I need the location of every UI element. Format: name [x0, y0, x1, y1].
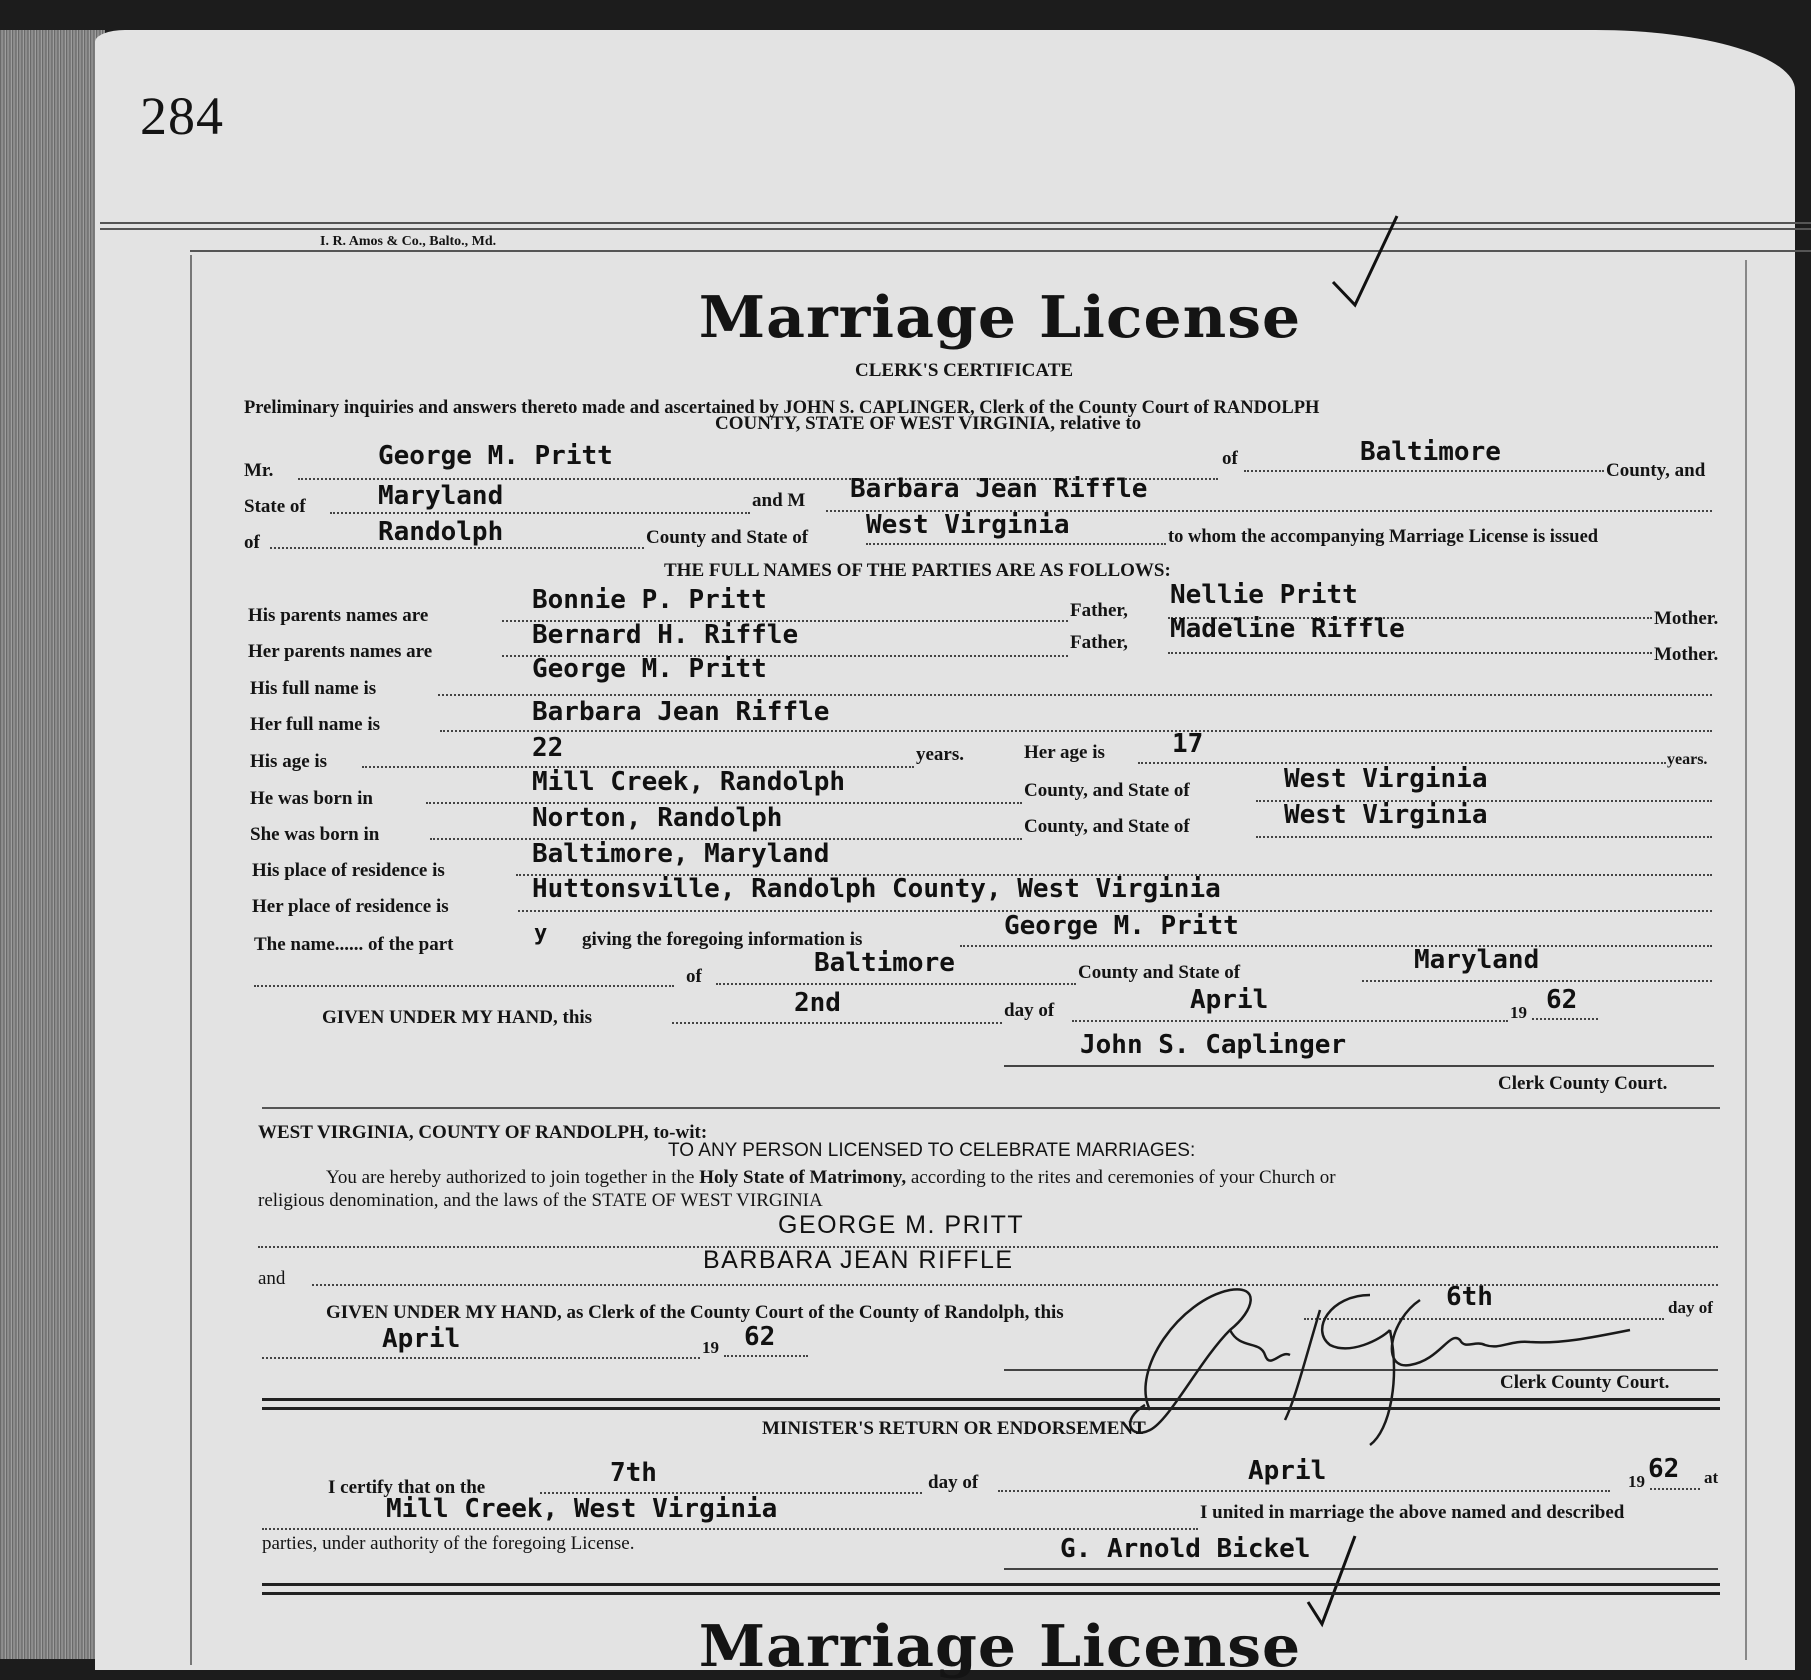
label-day-of: day of [928, 1472, 979, 1493]
her-full-name: Barbara Jean Riffle [532, 697, 830, 727]
form-title: Marriage License [698, 284, 1302, 352]
field-line [262, 1357, 700, 1359]
form-right-border [1745, 260, 1747, 1660]
his-father: Bonnie P. Pritt [532, 585, 767, 615]
label-certify: I certify that on the [328, 1477, 486, 1498]
header-rule [100, 228, 1811, 230]
her-age: 17 [1172, 729, 1204, 759]
label-united: I united in marriage the above named and described [1200, 1502, 1625, 1523]
label-years: years. [1667, 751, 1708, 768]
header-rule [100, 222, 1811, 224]
field-line [1532, 1018, 1598, 1020]
label-mother: Mother. [1654, 644, 1719, 665]
license-groom: GEORGE M. PRITT [778, 1211, 1025, 1239]
field-line [724, 1355, 808, 1357]
return-year: 62 [1648, 1454, 1680, 1484]
label-and-m: and M [752, 490, 806, 511]
label-county-state-of: County and State of [646, 527, 809, 548]
field-line [1168, 652, 1652, 654]
field-line [1256, 836, 1712, 838]
authorization-line-2: religious denomination, and the laws of the STATE OF WEST VIRGINIA [258, 1190, 823, 1211]
clerks-certificate-heading: CLERK'S CERTIFICATE [855, 360, 1074, 381]
return-place: Mill Creek, West Virginia [386, 1494, 778, 1524]
section-double-rule [262, 1583, 1720, 1595]
she-born-place: Norton, Randolph [532, 803, 783, 833]
label-her-parents: Her parents names are [248, 641, 433, 662]
label-given-as-clerk: GIVEN UNDER MY HAND, as Clerk of the County Court of the County of Randolph, this [326, 1302, 1064, 1323]
informant-state: Maryland [1414, 945, 1540, 975]
signature-line [1004, 1065, 1714, 1067]
field-line [254, 985, 674, 987]
her-residence: Huttonsville, Randolph County, West Virginia [532, 874, 1221, 904]
minister-name: G. Arnold Bickel [1060, 1534, 1311, 1564]
label-clerk-county-court: Clerk County Court. [1500, 1372, 1670, 1393]
field-line [1650, 1488, 1700, 1490]
return-day: 7th [610, 1458, 657, 1488]
clerk-signature-icon [1090, 1270, 1650, 1460]
his-mother: Nellie Pritt [1170, 580, 1358, 610]
label-father: Father, [1070, 632, 1128, 653]
label-day-of: day of [1004, 1000, 1055, 1021]
groom-name: George M. Pritt [378, 441, 613, 471]
license-given-year: 62 [744, 1322, 776, 1352]
he-born-place: Mill Creek, Randolph [532, 767, 846, 797]
next-form-title: Marriage License [698, 1613, 1302, 1680]
minister-return-heading: MINISTER'S RETURN OR ENDORSEMENT [762, 1418, 1146, 1439]
field-line [960, 945, 1712, 947]
field-line [1072, 1020, 1508, 1022]
form-left-border [190, 255, 192, 1665]
label-county-state: County and State of [1078, 962, 1241, 983]
clerk-typed-signature: John S. Caplinger [1080, 1030, 1347, 1060]
given-day: 2nd [794, 988, 841, 1018]
label-his-parents: His parents names are [248, 605, 429, 626]
label-name-party: The name...... of the part [254, 934, 454, 955]
label-at: at [1704, 1468, 1719, 1487]
field-line [262, 1528, 1198, 1530]
label-his-full-name: His full name is [250, 678, 377, 699]
section-double-rule [262, 1398, 1720, 1410]
her-mother: Madeline Riffle [1170, 614, 1405, 644]
label-mother: Mother. [1654, 608, 1719, 629]
book-page-edges [0, 30, 105, 1659]
her-father: Bernard H. Riffle [532, 620, 799, 650]
check-mark-icon [1325, 210, 1405, 320]
page-number: 284 [140, 86, 224, 146]
label-her-residence: Her place of residence is [252, 896, 449, 917]
party-suffix: y [534, 921, 548, 946]
bride-state: West Virginia [866, 510, 1070, 540]
label-and: and [258, 1268, 286, 1289]
he-born-state: West Virginia [1284, 764, 1488, 794]
intro-line-2: COUNTY, STATE OF WEST VIRGINIA, relative to [715, 413, 1142, 434]
label-state-of: State of [244, 496, 306, 517]
informant-county: Baltimore [814, 948, 955, 978]
label-giving-info: giving the foregoing information is [582, 929, 863, 950]
label-his-age: His age is [250, 751, 328, 772]
license-heading: WEST VIRGINIA, COUNTY OF RANDOLPH, to-wit: [258, 1122, 708, 1143]
groom-state: Maryland [378, 481, 504, 511]
field-line [672, 1022, 1002, 1024]
license-given-month: April [382, 1324, 461, 1354]
year-prefix: 19 [1628, 1472, 1645, 1491]
field-line [1362, 980, 1712, 982]
return-month: April [1248, 1456, 1327, 1486]
license-given-day: 6th [1446, 1282, 1493, 1312]
year-prefix: 19 [702, 1338, 719, 1357]
signature-line [1004, 1568, 1718, 1570]
label-county-state: County, and State of [1024, 780, 1190, 801]
label-her-full-name: Her full name is [250, 714, 381, 735]
section-rule [262, 1107, 1720, 1109]
field-line [440, 730, 1712, 732]
label-his-residence: His place of residence is [252, 860, 445, 881]
label-he-born: He was born in [250, 788, 373, 809]
authorization-line-1: You are hereby authorized to join together in the Holy State of Matrimony, according to the rites and ceremonies of your Church or [326, 1167, 1336, 1188]
given-year: 62 [1546, 985, 1578, 1015]
given-month: April [1190, 985, 1269, 1015]
label-father: Father, [1070, 600, 1128, 621]
label-to-whom: to whom the accompanying Marriage License is issued [1168, 527, 1599, 547]
field-line [716, 983, 1076, 985]
label-clerk-county-court: Clerk County Court. [1498, 1073, 1668, 1094]
label-parties: parties, under authority of the foregoing License. [262, 1533, 635, 1554]
label-years: years. [916, 744, 965, 765]
label-of: of [686, 966, 702, 987]
form-top-rule [190, 250, 1811, 252]
label-her-age: Her age is [1024, 742, 1105, 763]
label-county-state: County, and State of [1024, 816, 1190, 837]
intro-line-1: Preliminary inquiries and answers thereto made and ascertained by JOHN S. CAPLINGER, Clerk of the County Court of RANDOLPH [244, 398, 1320, 418]
full-names-heading: THE FULL NAMES OF THE PARTIES ARE AS FOLLOWS: [664, 560, 1171, 581]
to-any-person: TO ANY PERSON LICENSED TO CELEBRATE MARRIAGES: [668, 1140, 1196, 1161]
printer-imprint: I. R. Amos & Co., Balto., Md. [320, 234, 497, 249]
field-line [330, 512, 750, 514]
his-full-name: George M. Pritt [532, 654, 767, 684]
his-residence: Baltimore, Maryland [532, 839, 830, 869]
field-line [866, 543, 1166, 545]
label-she-born: She was born in [250, 824, 380, 845]
year-prefix: 19 [1510, 1003, 1527, 1022]
field-line [270, 547, 644, 549]
bride-name: Barbara Jean Riffle [850, 474, 1148, 504]
label-mr: Mr. [244, 460, 274, 481]
bride-county: Randolph [378, 517, 504, 547]
label-of: of [244, 532, 260, 553]
label-of: of [1222, 448, 1238, 469]
field-line [438, 694, 1712, 696]
field-line [1244, 470, 1604, 472]
field-line [998, 1490, 1610, 1492]
label-day-of: day of [1668, 1298, 1713, 1317]
his-age: 22 [532, 733, 564, 763]
license-bride: BARBARA JEAN RIFFLE [703, 1246, 1014, 1274]
she-born-state: West Virginia [1284, 800, 1488, 830]
informant-name: George M. Pritt [1004, 911, 1239, 941]
label-given-under-hand: GIVEN UNDER MY HAND, this [322, 1007, 593, 1028]
label-county-and: County, and [1606, 460, 1706, 481]
groom-county: Baltimore [1360, 437, 1501, 467]
